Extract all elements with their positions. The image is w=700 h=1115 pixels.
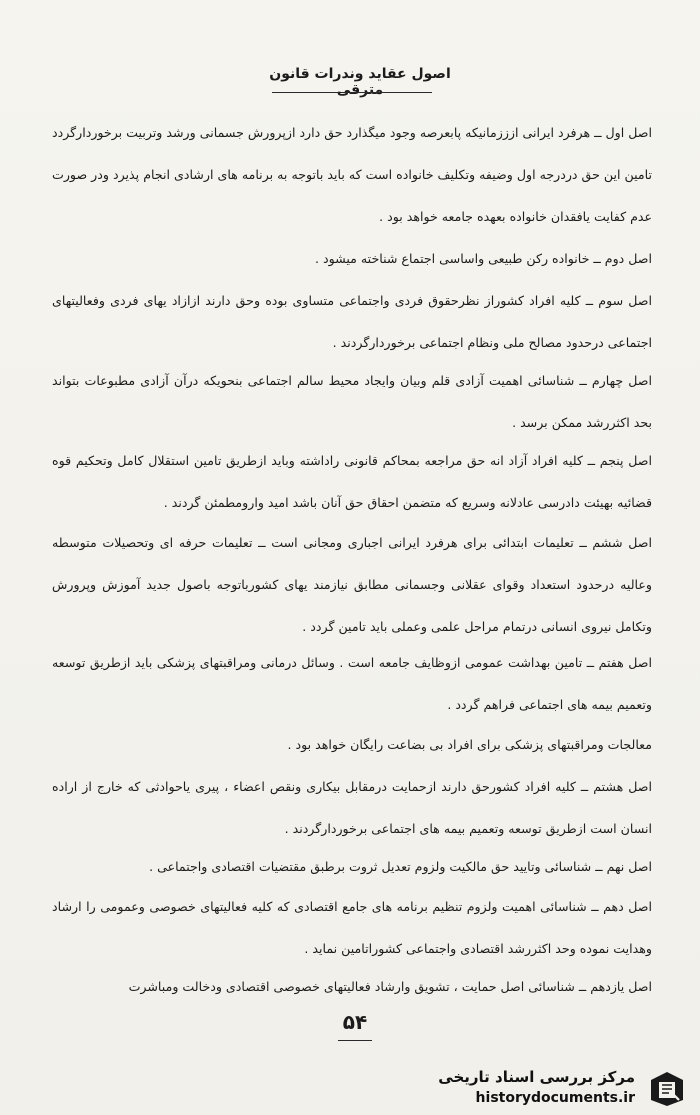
paragraph-asl-3: اصل سوم ــ کلیه افراد کشوراز نظرحقوق فردی واجتماعی متساوی بوده وحق دارند ازازاد یهای فردی وفعالیتهای اجتماعی درحدود مصالح ملی ونظام اجتماعی برخوردارگردند . xyxy=(52,293,652,350)
title-underline xyxy=(272,92,432,93)
page-number: ۵۴ xyxy=(342,1010,368,1034)
watermark xyxy=(410,1066,695,1112)
paragraph-asl-1: اصل اول ــ هرفرد ایرانی ازززمانیکه پابعرصه وجود میگذارد حق دارد ازپرورش جسمانی ورشد وتربیت برخوردارگردد تامین این حق دردرجه اول وضیفه وتکلیف خانواده است که باید باتوجه به برنامه های ارشادی انجام پذیرد ودر صورت عدم کفایت یافقدان خانواده بعهده جامعه خواهد بود . xyxy=(52,125,652,224)
watermark-title: مرکز بررسی اسناد تاریخی xyxy=(438,1068,635,1086)
paragraph-asl-11: اصل یازدهم ــ شناسائی اصل حمایت ، تشویق وارشاد فعالیتهای خصوصی اقتصادی ودخالت ومباشرت xyxy=(128,979,652,994)
paragraph-asl-2: اصل دوم ــ خانواده رکن طبیعی واساسی اجتماع شناخته میشود . xyxy=(315,251,652,266)
paragraph-medical-care: معالجات ومراقبتهای پزشکی برای افراد بی بضاعت رایگان خواهد بود . xyxy=(287,737,652,752)
page-number-underline xyxy=(338,1040,372,1041)
paragraph-asl-6: اصل ششم ــ تعلیمات ابتدائی برای هرفرد ایرانی اجباری ومجانی است ــ تعلیمات حرفه ای وتحصیلات متوسطه وعالیه درحدود استعداد وقوای عقلانی وجسمانی مطابق نیازمند یهای کشورباتوجه باصول جدید آموزش وپرورش وتکامل نیروی انسانی درتمام مراحل علمی وعملی باید تامین گردد . xyxy=(52,535,652,634)
document-title: اصول عقاید وندرات قانون مترقی xyxy=(269,66,451,98)
archive-logo-icon xyxy=(647,1070,687,1108)
paragraph-asl-7: اصل هفتم ــ تامین بهداشت عمومی ازوظایف جامعه است . وسائل درمانی ومراقبتهای پزشکی باید ازطریق توسعه وتعمیم بیمه های اجتماعی فراهم گردد . xyxy=(52,655,652,712)
watermark-url: historydocuments.ir xyxy=(475,1090,635,1106)
paragraph-asl-9: اصل نهم ــ شناسائی وتایید حق مالکیت ولزوم تعدیل ثروت برطبق مقتضیات اقتصادی واجتماعی . xyxy=(149,859,652,874)
paragraph-asl-4: اصل چهارم ــ شناسائی اهمیت آزادی قلم وبیان وایجاد محیط سالم اجتماعی بنحویکه درآن آزادی مطبوعات بتواند بحد اکثررشد ممکن برسد . xyxy=(52,373,652,430)
paragraph-asl-8: اصل هشتم ــ کلیه افراد کشورحق دارند ازحمایت درمقابل بیکاری ونقص اعضاء ، پیری یاحوادثی که خارج از اراده انسان است ازطریق توسعه وتعمیم بیمه های اجتماعی برخوردارگردند . xyxy=(52,779,652,836)
paragraph-asl-5: اصل پنجم ــ کلیه افراد آزاد انه حق مراجعه بمحاکم قانونی راداشته وباید ازطریق تامین استقلال کامل وتحکیم قوه قضائیه بهیئت دادرسی عادلانه وسریع که متضمن احقاق حق آنان باشد امید وارومطمئن گردند . xyxy=(52,453,652,510)
paragraph-asl-10: اصل دهم ــ شناسائی اهمیت ولزوم تنظیم برنامه های جامع اقتصادی که کلیه فعالیتهای خصوصی وعمومی را ارشاد وهدایت نموده وحد اکثررشد اقتصادی واجتماعی کشوراتامین نماید . xyxy=(52,899,652,956)
